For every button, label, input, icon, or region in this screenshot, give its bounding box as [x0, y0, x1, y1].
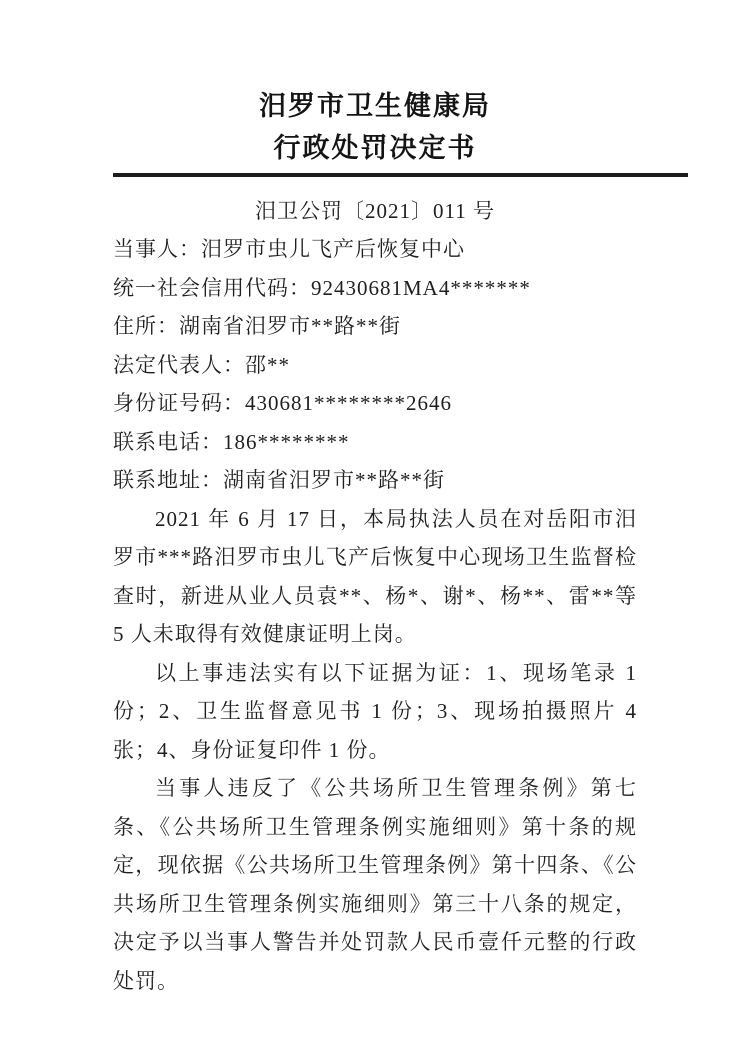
document-type-title: 行政处罚决定书 — [273, 133, 477, 163]
document-body — [113, 230, 637, 1000]
credit-code-line: 统一社会信用代码：92430681MA4******* — [113, 275, 531, 300]
header-divider — [113, 173, 688, 177]
agency-title: 汨罗市卫生健康局 — [259, 91, 491, 121]
party-line: 当事人：汨罗市虫儿飞产后恢复中心 — [113, 237, 465, 261]
id-number-line: 身份证号码：430681********2646 — [113, 391, 452, 415]
document-header — [0, 0, 750, 169]
legal-representative-line: 法定代表人：邵** — [113, 352, 290, 377]
document-number: 汨卫公罚〔2021〕011 号 — [255, 199, 495, 223]
phone-line: 联系电话：186******** — [113, 429, 350, 454]
decision-paragraph: 当事人违反了《公共场所卫生管理条例》第七条、《公共场所卫生管理条例实施细则》第十条的规定，现依据《公共场所卫生管理条例》第十四条、《公共场所卫生管理条例实施细则》第三十八条的规定，决定予以当事人警告并处罚款人民币壹仟元整的行政处罚。 — [113, 776, 637, 993]
evidence-paragraph: 以上事违法实有以下证据为证：1、现场笔录 1 份；2、卫生监督意见书 1 份；3、现场拍摄照片 4 张；4、身份证复印件 1 份。 — [113, 660, 637, 762]
address-line: 住所：湖南省汨罗市**路**街 — [113, 314, 401, 338]
facts-paragraph: 2021 年 6 月 17 日，本局执法人员在对岳阳市汨罗市***路汨罗市虫儿飞产后恢复中心现场卫生监督检查时，新进从业人员袁**、杨*、谢*、杨**、雷**等 5 人未取得有效健康证明上岗。 — [113, 506, 637, 646]
contact-address-line: 联系地址：湖南省汨罗市**路**街 — [113, 468, 445, 492]
